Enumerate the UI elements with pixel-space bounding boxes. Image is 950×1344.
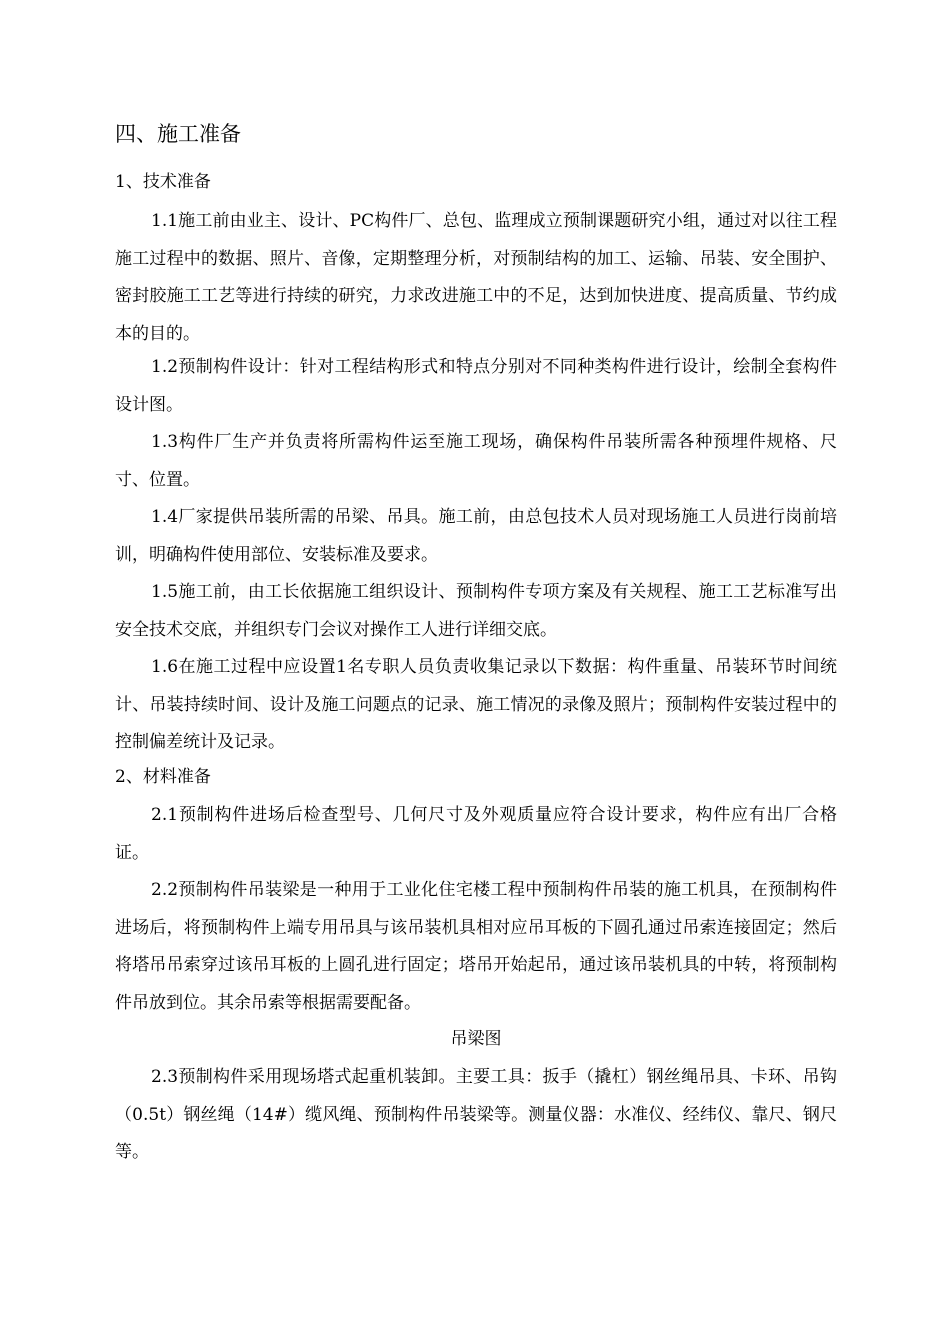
paragraph-1-3: 1.3构件厂生产并负责将所需构件运至施工现场，确保构件吊装所需各种预埋件规格、尺寸、位置。 [115, 432, 837, 490]
paragraph-1-5: 1.5施工前，由工长依据施工组织设计、预制构件专项方案及有关规程、施工工艺标准写出安全技术交底，并组织专门会议对操作工人进行详细交底。 [115, 582, 837, 640]
paragraph-1-2: 1.2预制构件设计：针对工程结构形式和特点分别对不同种类构件进行设计，绘制全套构件设计图。 [115, 357, 837, 415]
paragraph-2-3: 2.3预制构件采用现场塔式起重机装卸。主要工具：扳手（撬杠）钢丝绳吊具、卡环、吊钩（0.5t）钢丝绳（14#）缆风绳、预制构件吊装梁等。测量仪器：水准仪、经纬仪、靠尺、钢尺等。 [115, 1067, 837, 1162]
paragraph-1-1: 1.1施工前由业主、设计、PC构件厂、总包、监理成立预制课题研究小组，通过对以往工程施工过程中的数据、照片、音像，定期整理分析，对预制结构的加工、运输、吊装、安全围护、密封胶施工工艺等进行持续的研究，力求改进施工中的不足，达到加快进度、提高质量、节约成本的目的。 [115, 211, 837, 344]
figure-caption: 吊梁图 [450, 1029, 502, 1049]
section-title-technical-preparation: 1、技术准备 [115, 172, 211, 192]
paragraph-1-4: 1.4厂家提供吊装所需的吊梁、吊具。施工前，由总包技术人员对现场施工人员进行岗前培训，明确构件使用部位、安装标准及要求。 [115, 507, 837, 565]
paragraph-1-6: 1.6在施工过程中应设置1名专职人员负责收集记录以下数据：构件重量、吊装环节时间统计、吊装持续时间、设计及施工问题点的记录、施工情况的录像及照片；预制构件安装过程中的控制偏差统计及记录。 [115, 657, 837, 752]
paragraph-2-1: 2.1预制构件进场后检查型号、几何尺寸及外观质量应符合设计要求，构件应有出厂合格证。 [115, 805, 837, 863]
chapter-heading: 四、施工准备 [115, 122, 241, 146]
section-title-material-preparation: 2、材料准备 [115, 767, 211, 787]
paragraph-2-2: 2.2预制构件吊装梁是一种用于工业化住宅楼工程中预制构件吊装的施工机具，在预制构件进场后，将预制构件上端专用吊具与该吊装机具相对应吊耳板的下圆孔通过吊索连接固定；然后将塔吊吊索穿过该吊耳板的上圆孔进行固定；塔吊开始起吊，通过该吊装机具的中转，将预制构件吊放到位。其余吊索等根据需要配备。 [115, 880, 837, 1013]
